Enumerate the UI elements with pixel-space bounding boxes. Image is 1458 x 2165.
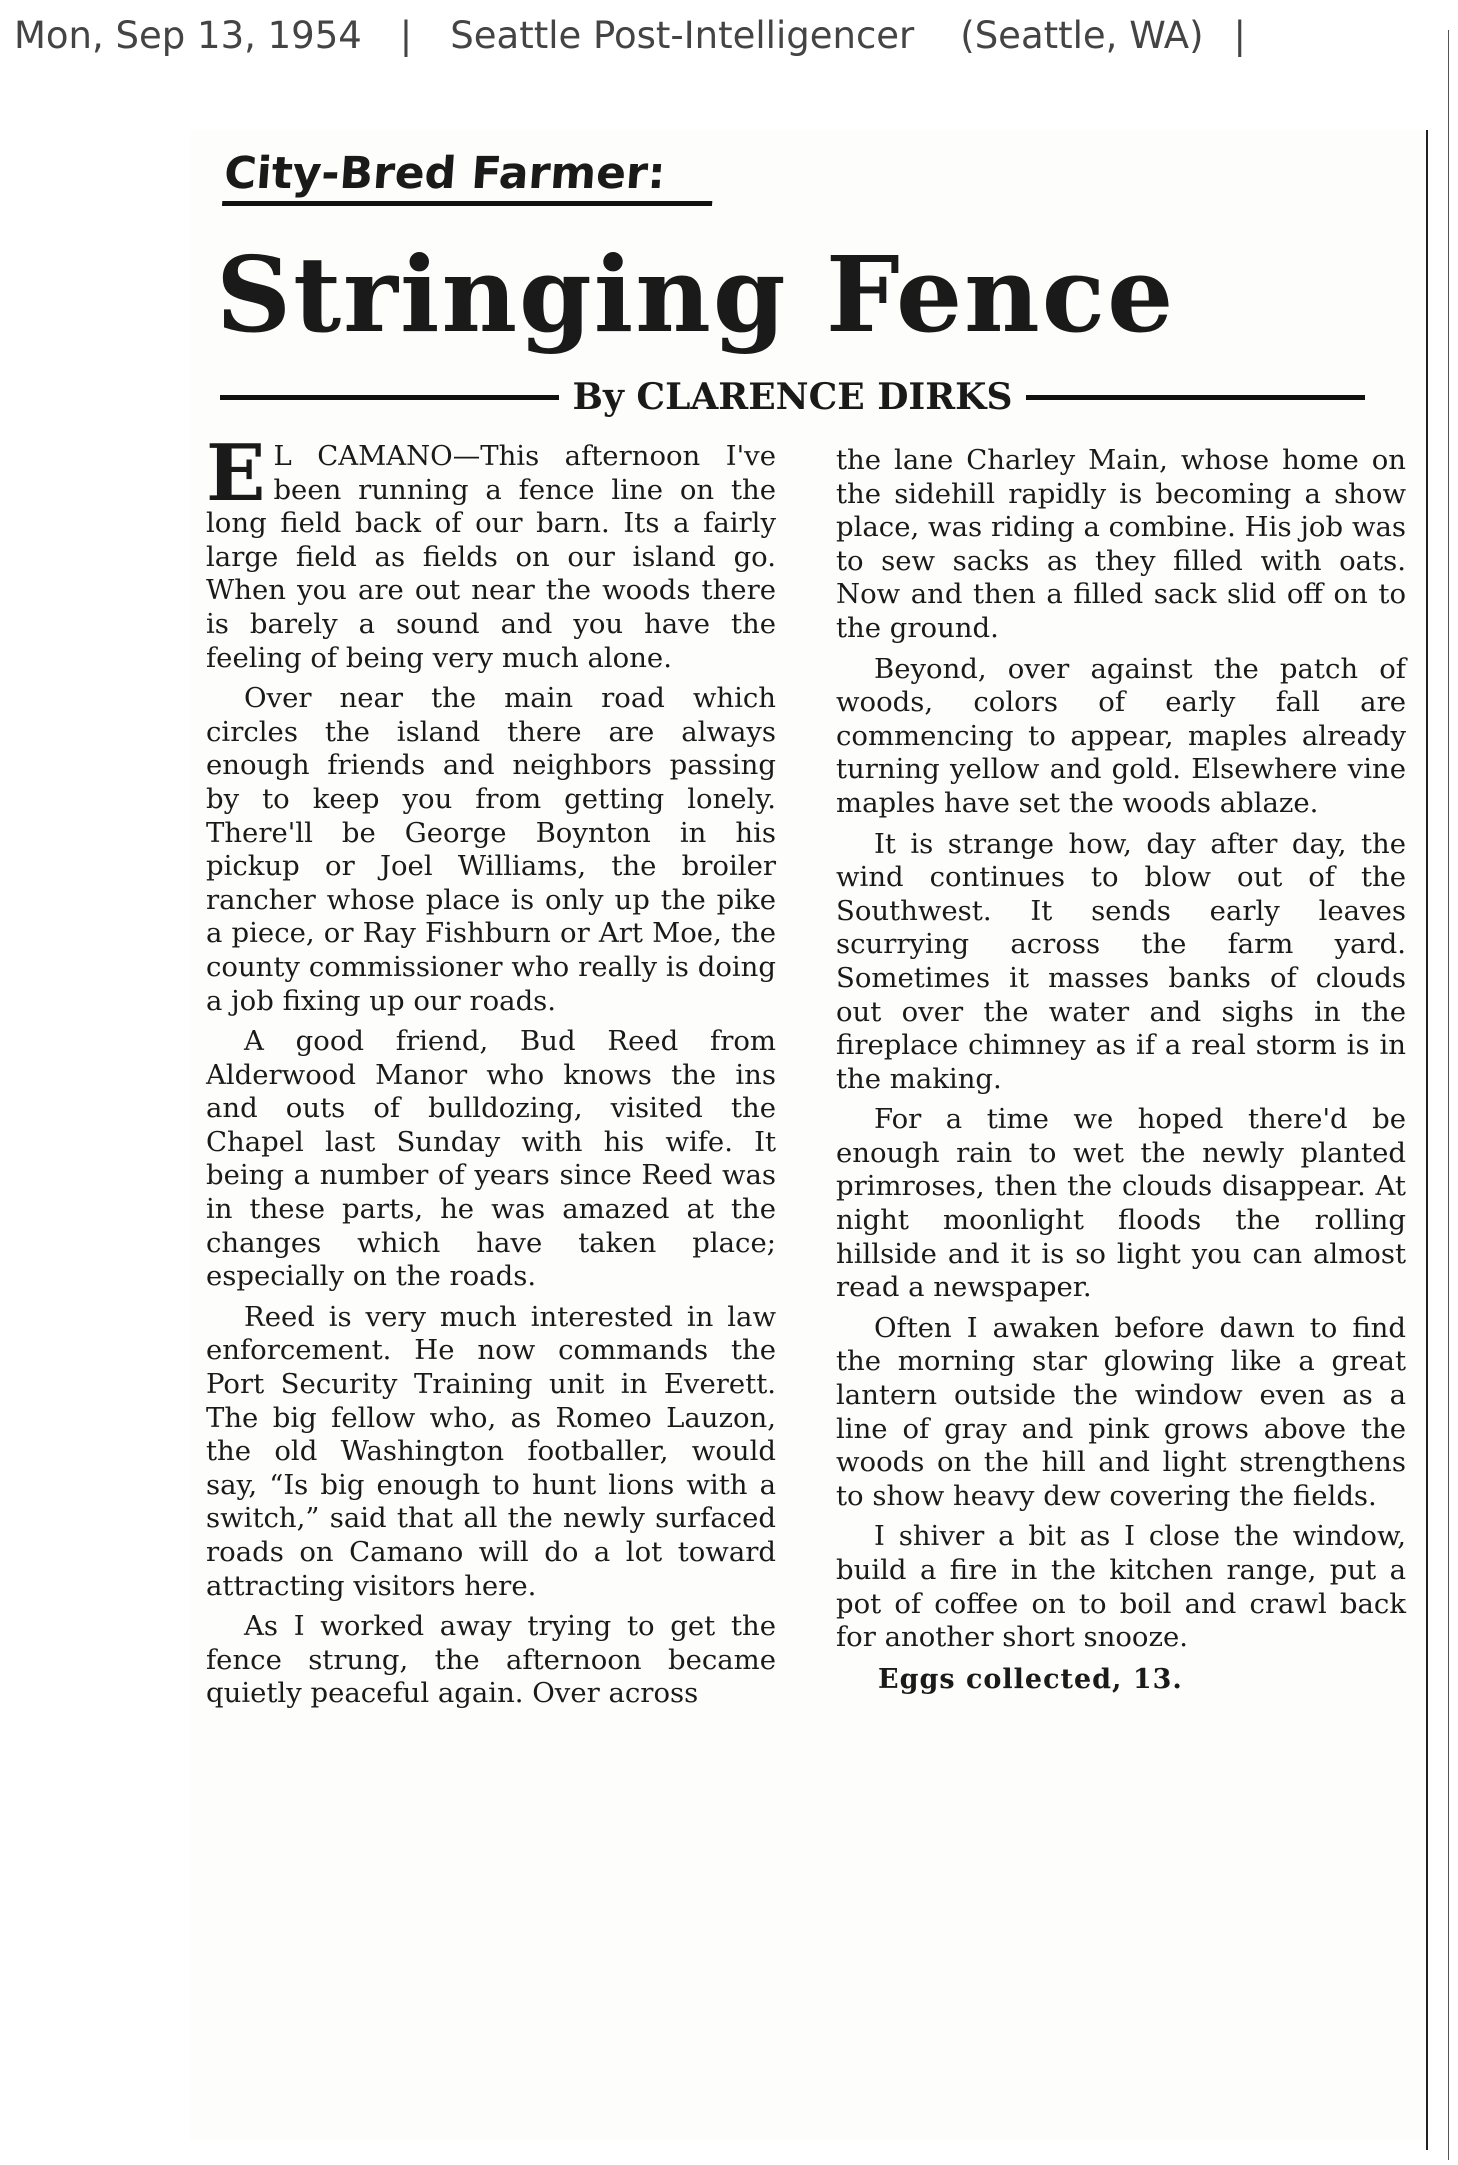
byline-row — [220, 372, 1365, 422]
paragraph: I shiver a bit as I close the window, build a fire in the kitchen range, put a pot of coffee on to boil and crawl back for another short snooze. — [836, 1520, 1406, 1654]
paragraph — [206, 428, 776, 675]
paragraph: Over near the main road which circles the island there are always enough friends and neighbors passing by to keep you from getting lonely. There'll be George Boynton in his pickup or Joel Williams, the broiler rancher whose place is only up the pike a piece, or Ray Fishburn or Art Moe, the county commissioner who really is doing a job fixing up our roads. — [206, 682, 776, 1017]
paragraph: As I worked away trying to get the fence strung, the afternoon became quietly peaceful again. Over across — [206, 1610, 776, 1710]
paragraph: For a time we hoped there'd be enough rain to wet the newly planted primroses, then the clouds disappear. At night moonlight floods the rolling hillside and it is so light you can almost read a newspaper. — [836, 1103, 1406, 1304]
article-column-left — [206, 428, 776, 1718]
byline-rule-right — [1026, 395, 1365, 400]
article-headline: Stringing Fence — [216, 233, 1176, 356]
publication-date: Mon, Sep 13, 1954 — [14, 13, 362, 57]
article-byline: By CLARENCE DIRKS — [572, 376, 1013, 418]
header-separator: | — [399, 13, 413, 57]
drop-cap: E — [206, 428, 266, 519]
clipping-edge-right — [1426, 130, 1428, 2150]
header-separator-end: | — [1233, 13, 1246, 57]
clipping-edge-far-right — [1448, 30, 1449, 2160]
paragraph: Reed is very much interested in law enforcement. He now commands the Port Security Training unit in Everett. The big fellow who, as Romeo Lauzon, the old Washington footballer, would say, “Is big enough to hunt lions with a switch,” said that all the newly surfaced roads on Camano will do a lot toward attracting visitors here. — [206, 1300, 776, 1602]
publication-name: Seattle Post-Intelligencer — [450, 13, 915, 57]
article-kicker: City-Bred Farmer: — [222, 148, 716, 206]
paragraph: It is strange how, day after day, the wind continues to blow out of the Southwest. It sends early leaves scurrying across the farm yard. Sometimes it masses banks of clouds out over the water and sighs in the fireplace chimney as if a real storm is in the making. — [836, 827, 1406, 1095]
paragraph: Beyond, over against the patch of woods, colors of early fall are commencing to appear, maples already turning yellow and gold. Elsewhere vine maples have set the woods ablaze. — [836, 652, 1406, 819]
article-column-right — [836, 444, 1406, 1696]
publication-location: (Seattle, WA) — [960, 13, 1204, 57]
paragraph-text: L CAMANO—This afternoon I've been running a fence line on the long field back of our barn. Its a fairly large field as fields on our island go. When you are out near the woods there is barely a sound and you have the feeling of being very much alone. — [206, 440, 776, 674]
article-signoff: Eggs collected, 13. — [878, 1663, 1183, 1695]
paragraph: A good friend, Bud Reed from Alderwood Manor who knows the ins and outs of bulldozing, visited the Chapel last Sunday with his wife. It being a number of years since Reed was in these parts, he was amazed at the changes which have taken place; especially on the roads. — [206, 1025, 776, 1293]
paragraph: the lane Charley Main, whose home on the sidehill rapidly is becoming a show place, was riding a combine. His job was to sew sacks as they filled with oats. Now and then a filled sack slid off on to the ground. — [836, 444, 1406, 644]
paragraph: Often I awaken before dawn to find the morning star glowing like a great lantern outside the window even as a line of gray and pink grows above the woods on the hill and light strengthens to show heavy dew covering the fields. — [836, 1311, 1406, 1512]
byline-rule-left — [220, 395, 559, 400]
clipping-header — [0, 0, 1458, 70]
